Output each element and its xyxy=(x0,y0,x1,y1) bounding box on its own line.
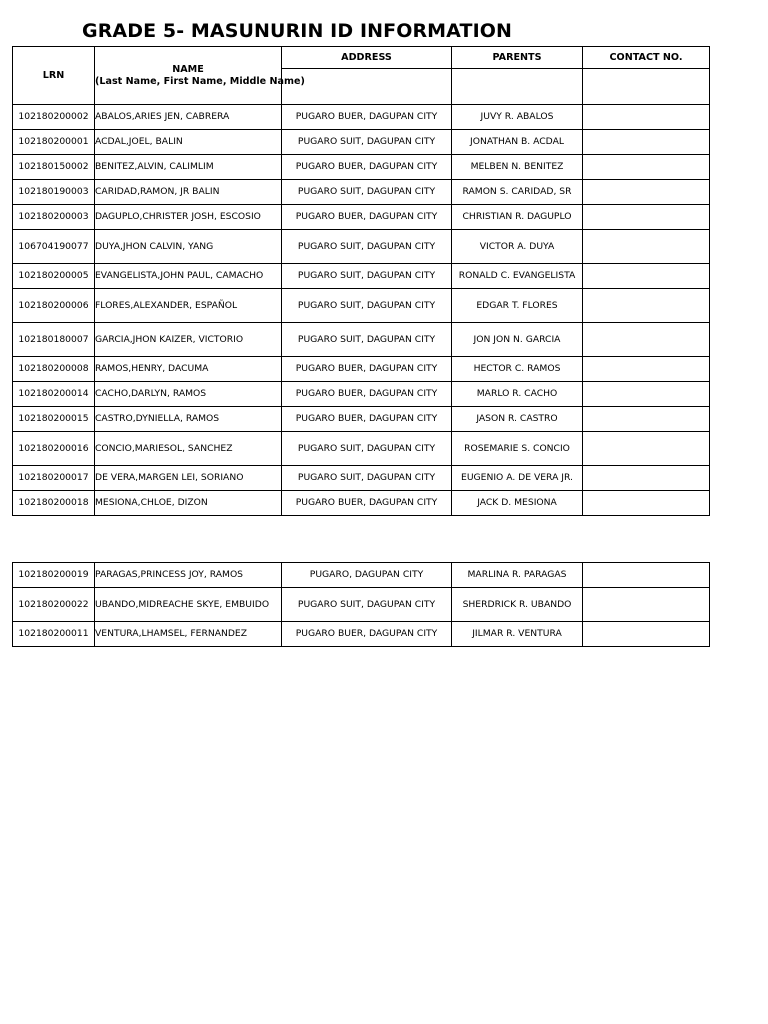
name-cell: ABALOS,ARIES JEN, CABRERA xyxy=(95,105,282,130)
name-cell: RAMOS,HENRY, DACUMA xyxy=(95,357,282,382)
parents-cell: MARLO R. CACHO xyxy=(452,382,583,407)
lrn-cell: 102180190003 xyxy=(13,180,95,205)
name-cell: EVANGELISTA,JOHN PAUL, CAMACHO xyxy=(95,264,282,289)
lrn-cell: 102180200015 xyxy=(13,407,95,432)
table-row xyxy=(13,205,710,230)
table-row xyxy=(13,264,710,289)
contact-cell xyxy=(583,382,710,407)
address-cell: PUGARO SUIT, DAGUPAN CITY xyxy=(282,588,452,622)
lrn-cell: 106704190077 xyxy=(13,230,95,264)
name-cell: CACHO,DARLYN, RAMOS xyxy=(95,382,282,407)
table-row xyxy=(13,105,710,130)
parents-cell: RAMON S. CARIDAD, SR xyxy=(452,180,583,205)
table-row xyxy=(13,130,710,155)
lrn-cell: 102180180007 xyxy=(13,323,95,357)
parents-cell: VICTOR A. DUYA xyxy=(452,230,583,264)
student-table xyxy=(12,46,710,516)
address-cell: PUGARO, DAGUPAN CITY xyxy=(282,563,452,588)
name-cell: GARCIA,JHON KAIZER, VICTORIO xyxy=(95,323,282,357)
table-row xyxy=(13,323,710,357)
table-row xyxy=(13,230,710,264)
name-cell: FLORES,ALEXANDER, ESPAÑOL xyxy=(95,289,282,323)
header-parents: PARENTS xyxy=(452,47,583,69)
lrn-cell: 102180200003 xyxy=(13,205,95,230)
parents-cell: JON JON N. GARCIA xyxy=(452,323,583,357)
lrn-cell: 102180200011 xyxy=(13,622,95,647)
header-contact-blank xyxy=(583,69,710,105)
name-cell: CASTRO,DYNIELLA, RAMOS xyxy=(95,407,282,432)
contact-cell xyxy=(583,155,710,180)
parents-cell: JILMAR R. VENTURA xyxy=(452,622,583,647)
lrn-cell: 102180200019 xyxy=(13,563,95,588)
student-rows xyxy=(13,105,710,516)
header-address: ADDRESS xyxy=(282,47,452,69)
contact-cell xyxy=(583,323,710,357)
address-cell: PUGARO SUIT, DAGUPAN CITY xyxy=(282,130,452,155)
student-rows-continued xyxy=(13,563,710,647)
table-row xyxy=(13,588,710,622)
name-cell: PARAGAS,PRINCESS JOY, RAMOS xyxy=(95,563,282,588)
header-name-line2: (Last Name, First Name, Middle Name) xyxy=(95,75,305,87)
address-cell: PUGARO BUER, DAGUPAN CITY xyxy=(282,407,452,432)
lrn-cell: 102180200008 xyxy=(13,357,95,382)
contact-cell xyxy=(583,130,710,155)
lrn-cell: 102180200005 xyxy=(13,264,95,289)
contact-cell xyxy=(583,105,710,130)
table-row xyxy=(13,466,710,491)
contact-cell xyxy=(583,432,710,466)
page-title: GRADE 5- MASUNURIN ID INFORMATION xyxy=(82,20,512,42)
name-cell: MESIONA,CHLOE, DIZON xyxy=(95,491,282,516)
address-cell: PUGARO BUER, DAGUPAN CITY xyxy=(282,205,452,230)
parents-cell: JONATHAN B. ACDAL xyxy=(452,130,583,155)
lrn-cell: 102180200014 xyxy=(13,382,95,407)
parents-cell: HECTOR C. RAMOS xyxy=(452,357,583,382)
contact-cell xyxy=(583,407,710,432)
lrn-cell: 102180200022 xyxy=(13,588,95,622)
name-cell: BENITEZ,ALVIN, CALIMLIM xyxy=(95,155,282,180)
header-name xyxy=(95,47,305,105)
address-cell: PUGARO BUER, DAGUPAN CITY xyxy=(282,105,452,130)
address-cell: PUGARO BUER, DAGUPAN CITY xyxy=(282,357,452,382)
name-cell: DAGUPLO,CHRISTER JOSH, ESCOSIO xyxy=(95,205,282,230)
parents-cell: EUGENIO A. DE VERA JR. xyxy=(452,466,583,491)
address-cell: PUGARO BUER, DAGUPAN CITY xyxy=(282,155,452,180)
name-cell: DE VERA,MARGEN LEI, SORIANO xyxy=(95,466,282,491)
lrn-cell: 102180200016 xyxy=(13,432,95,466)
address-cell: PUGARO BUER, DAGUPAN CITY xyxy=(282,382,452,407)
student-table-continued xyxy=(12,562,710,647)
contact-cell xyxy=(583,180,710,205)
header-parents-blank xyxy=(452,69,583,105)
address-cell: PUGARO SUIT, DAGUPAN CITY xyxy=(282,289,452,323)
address-cell: PUGARO SUIT, DAGUPAN CITY xyxy=(282,432,452,466)
parents-cell: JASON R. CASTRO xyxy=(452,407,583,432)
lrn-cell: 102180200001 xyxy=(13,130,95,155)
address-cell: PUGARO SUIT, DAGUPAN CITY xyxy=(282,264,452,289)
address-cell: PUGARO SUIT, DAGUPAN CITY xyxy=(282,323,452,357)
parents-cell: ROSEMARIE S. CONCIO xyxy=(452,432,583,466)
table-row xyxy=(13,382,710,407)
name-cell: ACDAL,JOEL, BALIN xyxy=(95,130,282,155)
contact-cell xyxy=(583,289,710,323)
table-row xyxy=(13,180,710,205)
lrn-cell: 102180200002 xyxy=(13,105,95,130)
lrn-cell: 102180200018 xyxy=(13,491,95,516)
table-row xyxy=(13,407,710,432)
contact-cell xyxy=(583,205,710,230)
parents-cell: CHRISTIAN R. DAGUPLO xyxy=(452,205,583,230)
address-cell: PUGARO BUER, DAGUPAN CITY xyxy=(282,491,452,516)
contact-cell xyxy=(583,230,710,264)
address-cell: PUGARO SUIT, DAGUPAN CITY xyxy=(282,466,452,491)
name-cell: CARIDAD,RAMON, JR BALIN xyxy=(95,180,282,205)
header-lrn: LRN xyxy=(13,47,95,105)
name-cell: UBANDO,MIDREACHE SKYE, EMBUIDO xyxy=(95,588,282,622)
parents-cell: JUVY R. ABALOS xyxy=(452,105,583,130)
address-cell: PUGARO SUIT, DAGUPAN CITY xyxy=(282,230,452,264)
contact-cell xyxy=(583,588,710,622)
lrn-cell: 102180200006 xyxy=(13,289,95,323)
address-cell: PUGARO BUER, DAGUPAN CITY xyxy=(282,622,452,647)
table-row xyxy=(13,432,710,466)
name-cell: VENTURA,LHAMSEL, FERNANDEZ xyxy=(95,622,282,647)
contact-cell xyxy=(583,563,710,588)
table-row xyxy=(13,491,710,516)
parents-cell: SHERDRICK R. UBANDO xyxy=(452,588,583,622)
name-cell: CONCIO,MARIESOL, SANCHEZ xyxy=(95,432,282,466)
address-cell: PUGARO SUIT, DAGUPAN CITY xyxy=(282,180,452,205)
parents-cell: MELBEN N. BENITEZ xyxy=(452,155,583,180)
contact-cell xyxy=(583,466,710,491)
table-row xyxy=(13,155,710,180)
contact-cell xyxy=(583,264,710,289)
table-row xyxy=(13,622,710,647)
header-contact: CONTACT NO. xyxy=(583,47,710,69)
table-row xyxy=(13,357,710,382)
parents-cell: JACK D. MESIONA xyxy=(452,491,583,516)
name-cell: DUYA,JHON CALVIN, YANG xyxy=(95,230,282,264)
table-row xyxy=(13,563,710,588)
contact-cell xyxy=(583,622,710,647)
header-name-line1: NAME xyxy=(172,63,204,75)
contact-cell xyxy=(583,491,710,516)
parents-cell: RONALD C. EVANGELISTA xyxy=(452,264,583,289)
table-row xyxy=(13,289,710,323)
header-address-blank xyxy=(282,69,452,105)
parents-cell: EDGAR T. FLORES xyxy=(452,289,583,323)
lrn-cell: 102180200017 xyxy=(13,466,95,491)
parents-cell: MARLINA R. PARAGAS xyxy=(452,563,583,588)
lrn-cell: 102180150002 xyxy=(13,155,95,180)
contact-cell xyxy=(583,357,710,382)
